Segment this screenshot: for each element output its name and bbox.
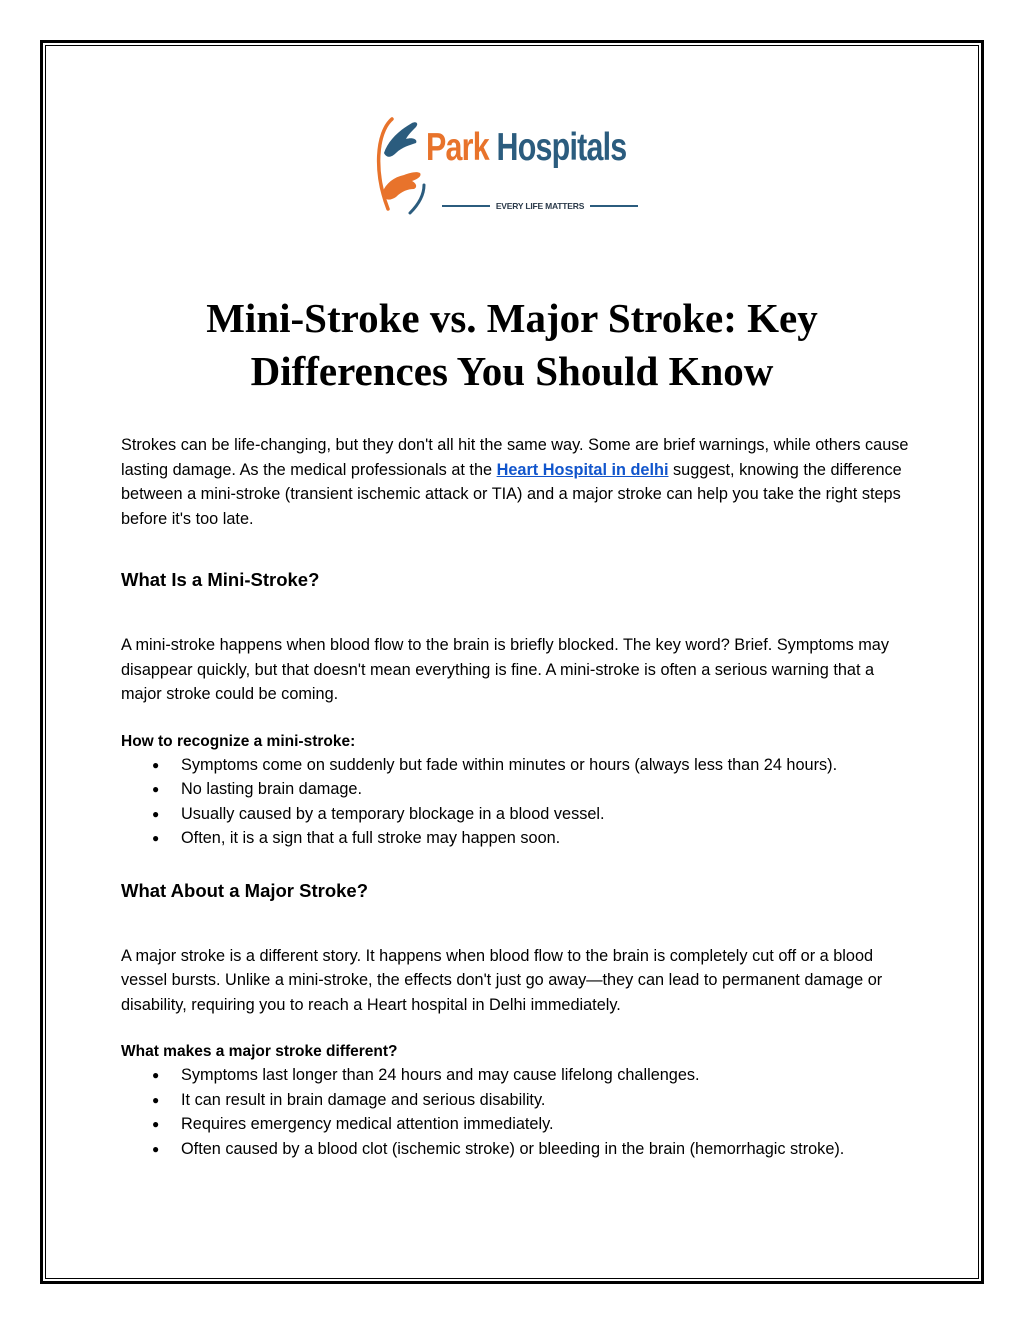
section1-paragraph: A mini-stroke happens when blood flow to the brain is briefly blocked. The key word? Brief. Symptoms may disappear quickly, but that doesn't mean everything is fine. A mini-stroke is often a serious warning that a major stroke could be coming. <box>121 636 889 703</box>
bullet-icon: ● <box>152 1092 160 1107</box>
list-item-text: Often, it is a sign that a full stroke may happen soon. <box>181 829 561 847</box>
page-title <box>60 292 964 398</box>
bullet-icon: ● <box>152 1117 160 1131</box>
section1-list-heading: How to recognize a mini-stroke: <box>121 732 356 750</box>
bullet-icon: ● <box>152 1068 160 1082</box>
list-item <box>121 1137 911 1162</box>
list-item-text: No lasting brain damage. <box>181 780 363 798</box>
bullet-icon: ● <box>152 1141 160 1156</box>
logo-word-hospitals: Hospitals <box>496 126 627 169</box>
park-hospitals-logo <box>372 113 652 218</box>
section1-heading: What Is a Mini-Stroke? <box>121 569 320 590</box>
list-item <box>121 777 911 802</box>
logo-rule-right <box>590 205 638 207</box>
list-item-text: Requires emergency medical attention immediately. <box>181 1115 554 1133</box>
list-item-text: It can result in brain damage and serious disability. <box>181 1090 546 1109</box>
intro-text-before: Strokes can be life-changing, but they don't all hit the same way. Some are brief warnings, while others cause lasting damage. As the medical professionals at the <box>121 436 909 479</box>
section1-bullet-list <box>121 753 911 851</box>
section2-heading: What About a Major Stroke? <box>121 879 369 901</box>
list-item <box>121 1088 911 1113</box>
list-item-text: Symptoms come on suddenly but fade within minutes or hours (always less than 24 hours). <box>181 755 838 774</box>
logo-tagline: EVERY LIFE MATTERS <box>495 201 585 211</box>
logo-wordmark <box>426 126 626 170</box>
title-line-2: Differences You Should Know <box>250 348 774 394</box>
logo-tagline-row <box>442 199 638 213</box>
list-item <box>121 753 911 778</box>
hands-heart-icon <box>372 113 428 218</box>
article-body <box>121 433 911 1161</box>
bullet-icon: ● <box>152 757 160 772</box>
intro-paragraph <box>121 433 911 531</box>
list-item <box>121 802 911 827</box>
section2-bullet-list <box>121 1063 911 1161</box>
intro-text-after: suggest, knowing the difference between a mini-stroke (transient ischemic attack or TIA) and a major stroke can help you take the right steps before it's too late. <box>121 460 902 528</box>
logo-rule-left <box>442 205 490 207</box>
list-item <box>121 1063 911 1088</box>
bullet-icon: ● <box>152 831 160 845</box>
heart-hospital-link[interactable]: Heart Hospital in delhi <box>496 460 669 479</box>
section2-list-heading: What makes a major stroke different? <box>121 1043 398 1060</box>
title-line-1: Mini-Stroke vs. Major Stroke: Key <box>206 295 818 341</box>
section2-paragraph: A major stroke is a different story. It happens when blood flow to the brain is completely cut off or a blood vessel bursts. Unlike a mini-stroke, the effects don't just go away—they can lead to permanent damage or disability, requiring you to reach a Heart hospital in Delhi immediately. <box>121 946 883 1014</box>
list-item-text: Usually caused by a temporary blockage in a blood vessel. <box>181 804 605 823</box>
bullet-icon: ● <box>152 806 160 821</box>
list-item-text: Symptoms last longer than 24 hours and may cause lifelong challenges. <box>181 1066 700 1084</box>
list-item-text: Often caused by a blood clot (ischemic stroke) or bleeding in the brain (hemorrhagic stroke). <box>181 1139 845 1158</box>
list-item <box>121 826 911 851</box>
logo-word-park: Park <box>426 126 489 169</box>
list-item <box>121 1112 911 1137</box>
bullet-icon: ● <box>152 782 160 796</box>
